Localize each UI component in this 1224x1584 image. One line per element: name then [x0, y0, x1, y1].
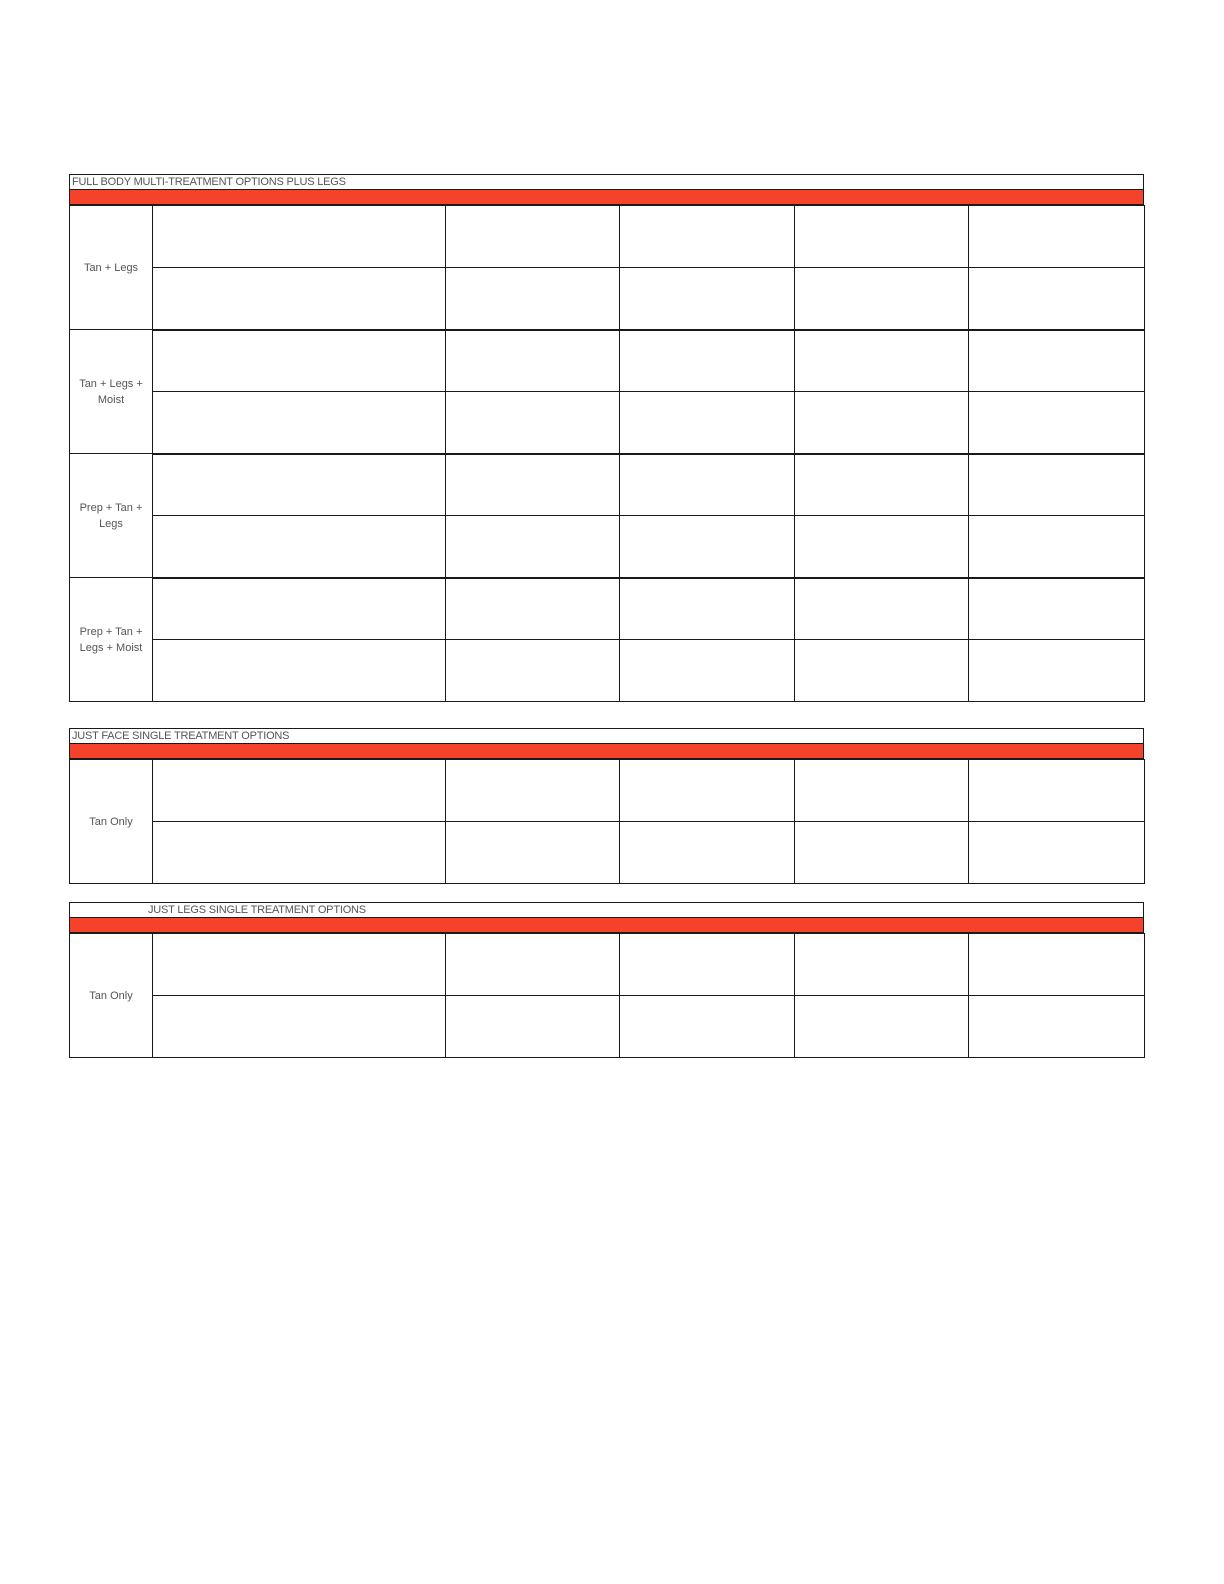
table-cell[interactable] — [795, 578, 969, 640]
table-cell[interactable] — [620, 934, 795, 996]
table-cell[interactable] — [153, 578, 446, 640]
row-label: Tan + Legs + Moist — [70, 330, 153, 454]
table-row — [70, 330, 1145, 392]
table-cell[interactable] — [795, 760, 969, 822]
section-just-face — [69, 728, 1144, 884]
table-cell[interactable] — [620, 578, 795, 640]
table-cell[interactable] — [969, 934, 1145, 996]
table-cell[interactable] — [969, 268, 1145, 330]
table-cell[interactable] — [446, 760, 620, 822]
table-cell[interactable] — [795, 392, 969, 454]
table-cell[interactable] — [620, 640, 795, 702]
table-cell[interactable] — [446, 822, 620, 884]
table-cell[interactable] — [795, 640, 969, 702]
table-cell[interactable] — [620, 760, 795, 822]
table-cell[interactable] — [969, 640, 1145, 702]
table-row — [70, 996, 1145, 1058]
section-title: FULL BODY MULTI-TREATMENT OPTIONS PLUS LEGS — [69, 174, 1144, 189]
table-cell[interactable] — [620, 822, 795, 884]
table-cell[interactable] — [446, 996, 620, 1058]
table-cell[interactable] — [446, 454, 620, 516]
table-row — [70, 206, 1145, 268]
table-cell[interactable] — [795, 206, 969, 268]
treatment-table — [69, 759, 1145, 884]
table-cell[interactable] — [969, 822, 1145, 884]
table-cell[interactable] — [795, 330, 969, 392]
table-cell[interactable] — [446, 578, 620, 640]
row-label: Tan + Legs — [70, 206, 153, 330]
table-cell[interactable] — [153, 934, 446, 996]
table-cell[interactable] — [795, 268, 969, 330]
table-cell[interactable] — [446, 934, 620, 996]
table-cell[interactable] — [969, 392, 1145, 454]
treatment-table — [69, 933, 1145, 1058]
table-cell[interactable] — [446, 206, 620, 268]
table-cell[interactable] — [153, 516, 446, 578]
table-row — [70, 578, 1145, 640]
row-label: Tan Only — [70, 934, 153, 1058]
row-label: Tan Only — [70, 760, 153, 884]
section-just-legs — [69, 902, 1144, 1058]
table-cell[interactable] — [153, 454, 446, 516]
section-full-body — [69, 174, 1144, 702]
row-label: Prep + Tan + Legs + Moist — [70, 578, 153, 702]
table-cell[interactable] — [969, 330, 1145, 392]
table-row — [70, 934, 1145, 996]
table-cell[interactable] — [620, 454, 795, 516]
table-row — [70, 640, 1145, 702]
table-row — [70, 516, 1145, 578]
table-row — [70, 454, 1145, 516]
table-cell[interactable] — [969, 760, 1145, 822]
table-cell[interactable] — [620, 206, 795, 268]
accent-bar — [69, 743, 1144, 759]
table-cell[interactable] — [969, 578, 1145, 640]
table-cell[interactable] — [153, 760, 446, 822]
table-cell[interactable] — [969, 206, 1145, 268]
section-title: JUST FACE SINGLE TREATMENT OPTIONS — [69, 728, 1144, 743]
table-cell[interactable] — [153, 640, 446, 702]
table-cell[interactable] — [969, 996, 1145, 1058]
table-row — [70, 268, 1145, 330]
table-cell[interactable] — [795, 934, 969, 996]
table-cell[interactable] — [153, 268, 446, 330]
table-cell[interactable] — [620, 268, 795, 330]
table-row — [70, 822, 1145, 884]
table-cell[interactable] — [795, 454, 969, 516]
treatment-table — [69, 205, 1145, 702]
table-cell[interactable] — [446, 392, 620, 454]
table-cell[interactable] — [153, 822, 446, 884]
table-cell[interactable] — [620, 330, 795, 392]
table-cell[interactable] — [969, 454, 1145, 516]
table-cell[interactable] — [795, 822, 969, 884]
table-row — [70, 392, 1145, 454]
table-cell[interactable] — [446, 516, 620, 578]
accent-bar — [69, 917, 1144, 933]
row-label: Prep + Tan + Legs — [70, 454, 153, 578]
table-cell[interactable] — [620, 392, 795, 454]
table-cell[interactable] — [446, 330, 620, 392]
table-cell[interactable] — [446, 640, 620, 702]
table-cell[interactable] — [620, 516, 795, 578]
section-title: JUST LEGS SINGLE TREATMENT OPTIONS — [69, 902, 1144, 917]
table-cell[interactable] — [153, 996, 446, 1058]
table-row — [70, 760, 1145, 822]
table-cell[interactable] — [620, 996, 795, 1058]
table-cell[interactable] — [153, 206, 446, 268]
accent-bar — [69, 189, 1144, 205]
table-cell[interactable] — [795, 516, 969, 578]
table-cell[interactable] — [969, 516, 1145, 578]
table-cell[interactable] — [153, 330, 446, 392]
table-cell[interactable] — [153, 392, 446, 454]
table-cell[interactable] — [795, 996, 969, 1058]
table-cell[interactable] — [446, 268, 620, 330]
